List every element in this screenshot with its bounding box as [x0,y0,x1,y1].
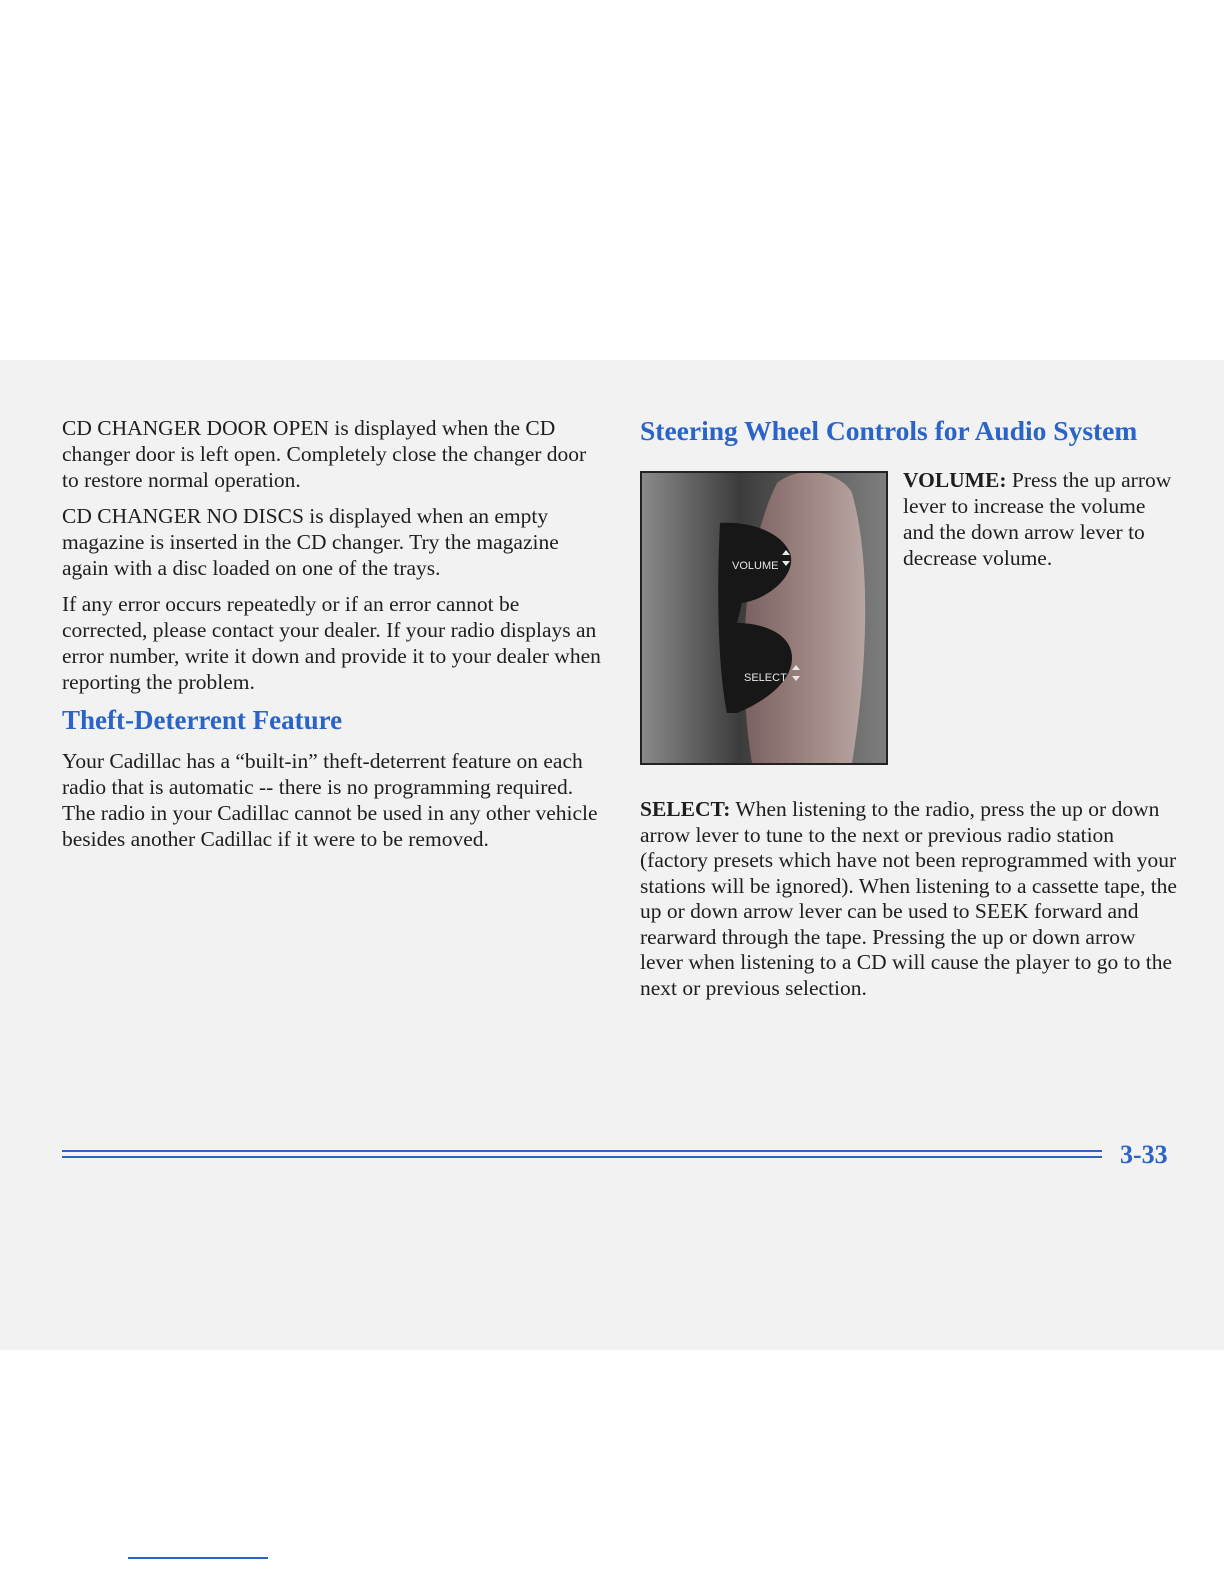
volume-button-label: VOLUME [732,560,779,572]
select-button-label: SELECT [744,672,787,684]
steering-wheel-illustration [642,473,886,763]
paragraph-theft: Your Cadillac has a “built-in” theft-deterrent feature on each radio that is automatic -- there is no programming required. The radio in your Cadillac cannot be used in any other vehicle besides another Cadillac if it were to be removed. [62,749,598,851]
page-number: 3-33 [1120,1140,1168,1169]
left-column [62,415,602,862]
footer-rule [62,1150,1102,1160]
paragraph-no-discs: CD CHANGER NO DISCS is displayed when an empty magazine is inserted in the CD changer. Try the magazine again with a disc loaded on one of the trays. [62,504,559,580]
volume-term: VOLUME: [903,468,1007,492]
footer-link-underline[interactable] [128,1557,268,1559]
theft-deterrent-heading: Theft-Deterrent Feature [62,705,343,735]
steering-controls-heading: Steering Wheel Controls for Audio System [640,415,1138,446]
select-term: SELECT: [640,797,731,821]
steering-wheel-photo [640,471,888,765]
paragraph-door-open: CD CHANGER DOOR OPEN is displayed when the CD changer door is left open. Completely close the changer door to restore normal operation. [62,416,587,492]
paragraph-error: If any error occurs repeatedly or if an error cannot be corrected, please contact your dealer. If your radio displays an error number, write it down and provide it to your dealer when reporting the problem. [62,592,601,694]
footer-rule-line [62,1156,1102,1158]
select-description [640,797,1180,1001]
right-column [640,415,1180,1000]
volume-description [903,467,1178,571]
volume-text: Press the up arrow lever to increase the volume and the down arrow lever to decrease volume. [903,468,1172,570]
select-text: When listening to the radio, press the up or down arrow lever to tune to the next or previous radio station (factory presets which have not been reprogrammed with your stations will be ignored). When listening to a cassette tape, the up or down arrow lever can be used to SEEK forward and rearward through the tape. Pressing the up or down arrow lever when listening to a CD will cause the player to go to the next or previous selection. [640,797,1177,1000]
footer-rule-line [62,1150,1102,1152]
